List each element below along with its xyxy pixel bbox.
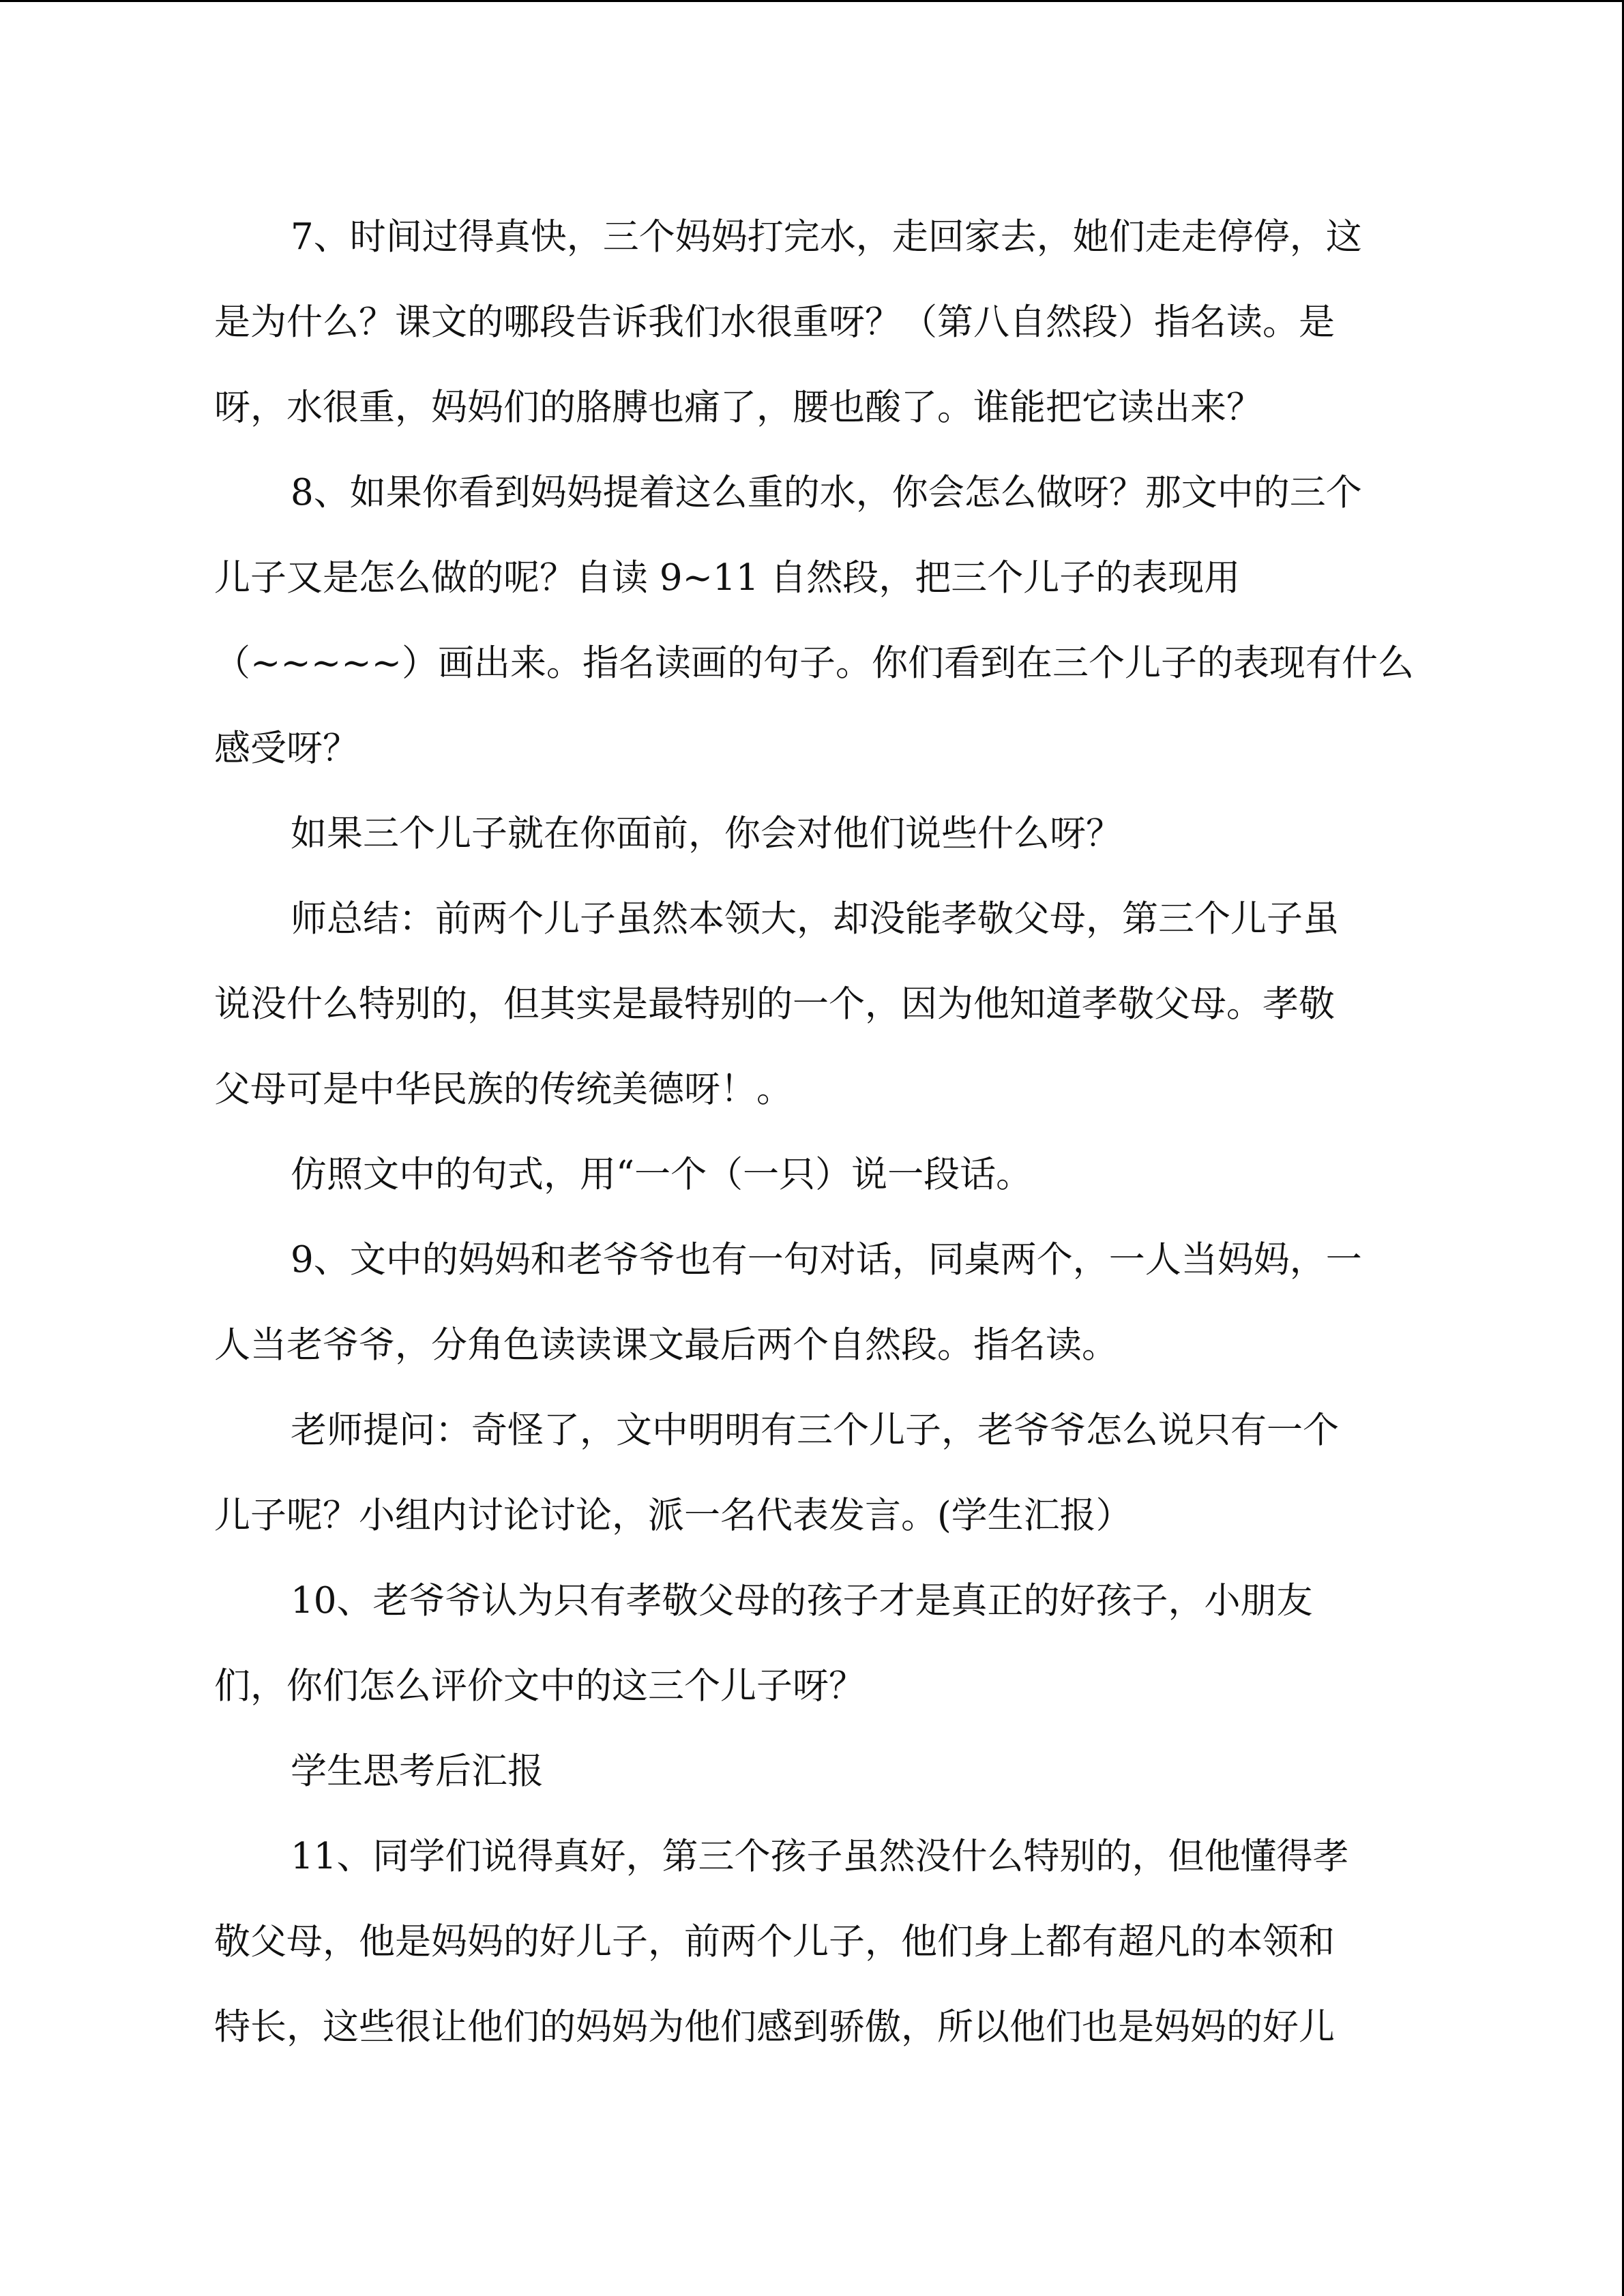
text-line: 感受呀？ [214,728,359,769]
text-line: 呀，水很重，妈妈们的胳膊也痛了，腰也酸了。谁能把它读出来？ [214,387,1263,428]
text-line: 10、老爷爷认为只有孝敬父母的孩子才是真正的好孩子，小朋友 [291,1580,1313,1622]
text-line: 们，你们怎么评价文中的这三个儿子呀？ [214,1665,865,1707]
text-line: 8、如果你看到妈妈提着这么重的水，你会怎么做呀？那文中的三个 [291,472,1362,513]
text-line: （~~~~~）画出来。指名读画的句子。你们看到在三个儿子的表现有什么 [214,642,1415,684]
text-line: 师总结：前两个儿子虽然本领大，却没能孝敬父母，第三个儿子虽 [291,898,1339,940]
text-line: 学生思考后汇报 [291,1750,544,1792]
text-line: 儿子呢？小组内讨论讨论，派一名代表发言。(学生汇报） [214,1495,1132,1536]
text-line: 敬父母，他是妈妈的好儿子，前两个儿子，他们身上都有超凡的本领和 [214,1921,1335,1963]
text-line: 是为什么？课文的哪段告诉我们水很重呀？（第八自然段）指名读。是 [214,301,1335,343]
text-line: 老师提问：奇怪了，文中明明有三个儿子，老爷爷怎么说只有一个 [291,1410,1339,1451]
page-top-border [0,0,1624,2]
text-line: 9、文中的妈妈和老爷爷也有一句对话，同桌两个，一人当妈妈，一 [291,1239,1362,1281]
text-line: 特长，这些很让他们的妈妈为他们感到骄傲，所以他们也是妈妈的好儿 [214,2006,1335,2048]
document-body [214,208,1435,2083]
text-line: 7、时间过得真快，三个妈妈打完水，走回家去，她们走走停停，这 [291,216,1362,258]
text-line: 人当老爷爷，分角色读读课文最后两个自然段。指名读。 [214,1324,1118,1366]
text-line: 如果三个儿子就在你面前，你会对他们说些什么呀？ [291,813,1122,854]
text-line: 11、同学们说得真好，第三个孩子虽然没什么特别的，但他懂得孝 [291,1836,1349,1877]
text-line: 儿子又是怎么做的呢？自读 9~11 自然段，把三个儿子的表现用 [214,557,1241,599]
text-line: 仿照文中的句式，用“一个（一只）说一段话。 [291,1154,1033,1195]
text-line: 说没什么特别的，但其实是最特别的一个，因为他知道孝敬父母。孝敬 [214,983,1335,1025]
text-line: 父母可是中华民族的传统美德呀！。 [214,1069,793,1110]
